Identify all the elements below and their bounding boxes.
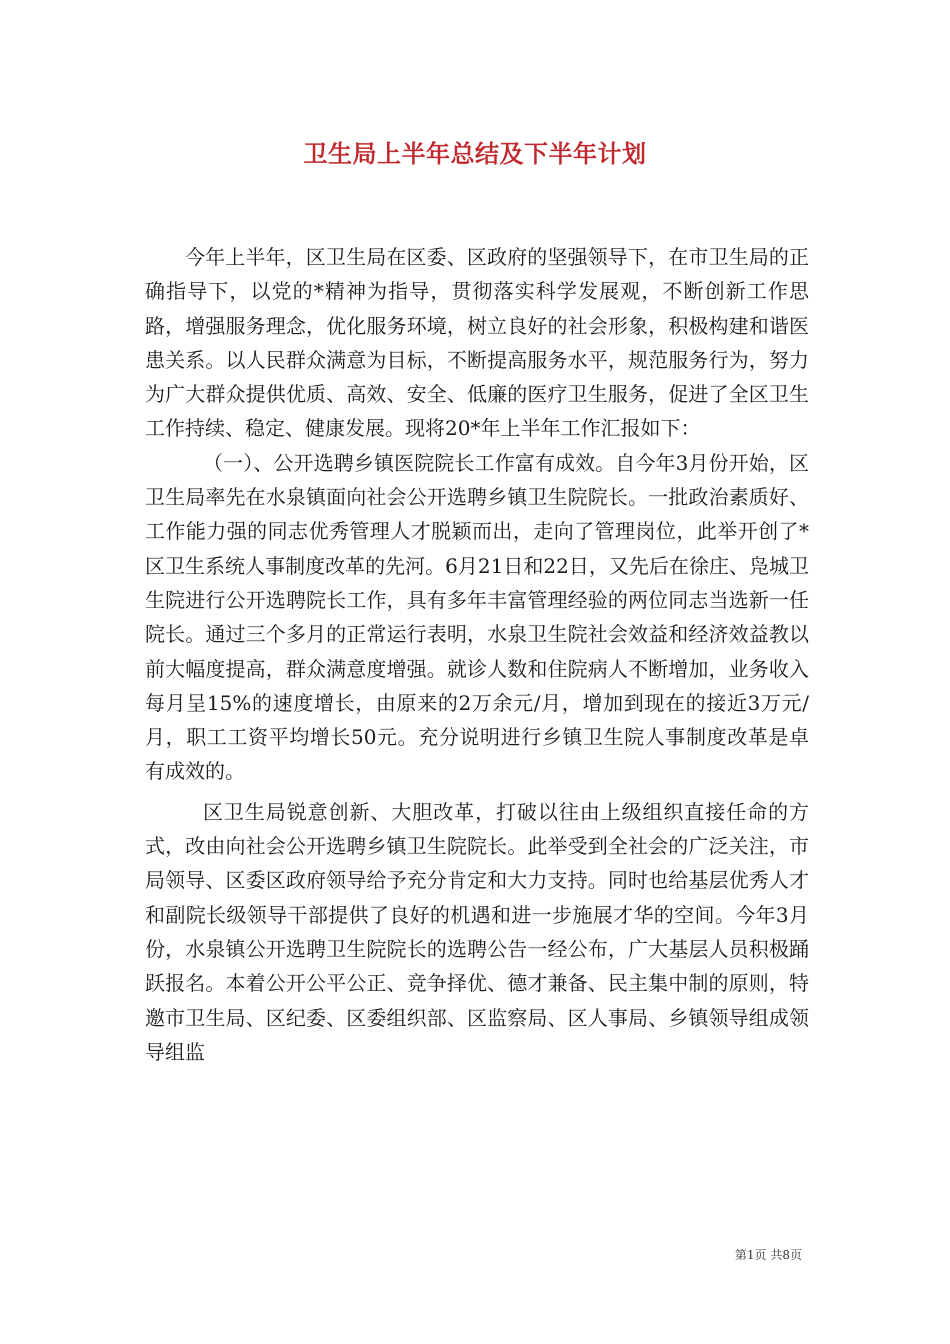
paragraph-intro: 今年上半年，区卫生局在区委、区政府的坚强领导下，在市卫生局的正确指导下，以党的*精神为指导，贯彻落实科学发展观，不断创新工作思路，增强服务理念，优化服务环境，树立良好的社会形象，积极构建和谐医患关系。以人民群众满意为目标，不断提高服务水平，规范服务行为，努力为广大群众提供优质、高效、安全、低廉的医疗卫生服务，促进了全区卫生工作持续、稳定、健康发展。现将20*年上半年工作汇报如下： [145,245,809,441]
page-number: 第1页 共8页 [734,1248,802,1262]
document-body [145,240,809,1069]
paragraph-section-1: （一）、公开选聘乡镇医院院长工作富有成效。自今年3月份开始，区卫生局率先在水泉镇面向社会公开选聘乡镇卫生院院长。一批政治素质好、工作能力强的同志优秀管理人才脱颖而出，走向了管理岗位，此举开创了*区卫生系统人事制度改革的先河。6月21日和22日，又先后在徐庄、凫城卫生院进行公开选聘院长工作，具有多年丰富管理经验的两位同志当选新一任院长。通过三个多月的正常运行表明，水泉卫生院社会效益和经济效益教以前大幅度提高，群众满意度增强。就诊人数和住院病人不断增加，业务收入每月呈15%的速度增长，由原来的2万余元/月，增加到现在的接近3万元/月，职工工资平均增长50元。充分说明进行乡镇卫生院人事制度改革是卓有成效的。 [145,450,809,784]
document-title: 卫生局上半年总结及下半年计划 [303,139,647,168]
paragraph-reform: 区卫生局锐意创新、大胆改革，打破以往由上级组织直接任命的方式，改由向社会公开选聘乡镇卫生院院长。此举受到全社会的广泛关注，市局领导、区委区政府领导给予充分肯定和大力支持。同时也给基层优秀人才和副院长级领导干部提供了良好的机遇和进一步施展才华的空间。今年3月份，水泉镇公开选聘卫生院院长的选聘公告一经公布，广大基层人员积极踊跃报名。本着公开公平公正、竞争择优、德才兼备、民主集中制的原则，特邀市卫生局、区纪委、区委组织部、区监察局、区人事局、乡镇领导组成领导组监 [145,799,809,1064]
